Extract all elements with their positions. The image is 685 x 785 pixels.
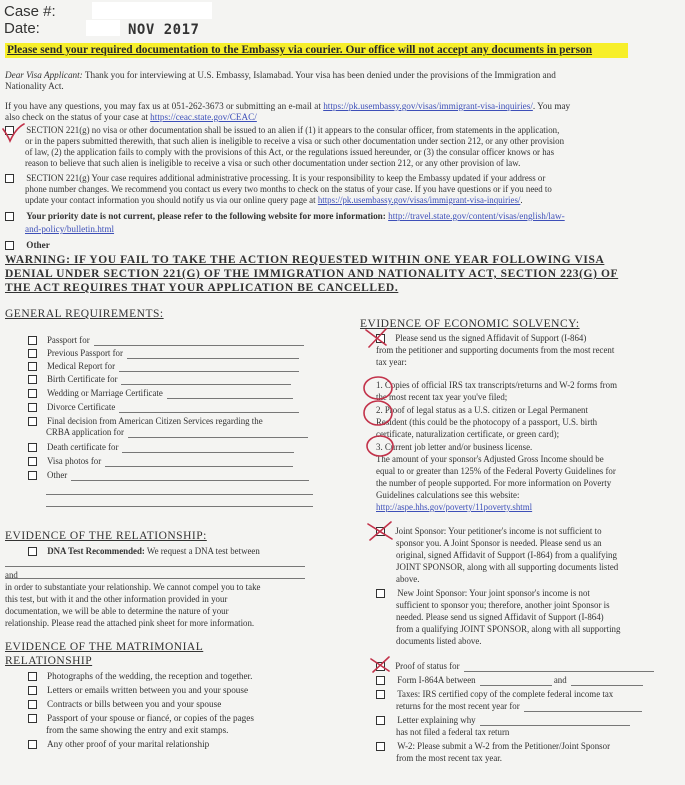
section-ineligible — [5, 125, 559, 136]
item-label: Please send us the signed Affidavit of Support (I-864) — [395, 333, 587, 343]
w2-item-cont: from the most recent tax year. — [396, 753, 502, 763]
section-line: SECTION 221(g) Your case requires additional administrative processing. It is your responsibility to keep the Embassy updated if your address or — [26, 173, 546, 183]
item-label: Letter explaining why — [397, 715, 476, 725]
item-label: Passport for — [47, 335, 90, 345]
item-label: Birth Certificate for — [47, 374, 118, 384]
visa-bulletin-link-cont[interactable] — [25, 224, 114, 235]
list-item — [28, 442, 294, 453]
list-item — [28, 456, 293, 467]
warning-line-1: WARNING: IF YOU FAIL TO TAKE THE ACTION REQUESTED WITHIN ONE YEAR FOLLOWING VISA — [5, 254, 605, 266]
list-item — [28, 699, 221, 710]
online-query-link[interactable]: https://pk.usembassy.gov/visas/immigrant-visa-inquiries/ — [317, 195, 521, 205]
photos-checkbox[interactable] — [28, 672, 37, 681]
list-item — [28, 361, 299, 372]
other-req-checkbox[interactable] — [28, 471, 37, 480]
status-line — [5, 112, 257, 123]
marriage-cert-checkbox[interactable] — [28, 389, 37, 398]
item-label: Divorce Certificate — [47, 402, 116, 412]
relationship-para: documentation, we will be able to determine the nature of your — [5, 606, 229, 616]
relationship-para: relationship. Please read the attached pink sheet for more information. — [5, 618, 255, 628]
section-line — [25, 195, 523, 206]
item-label: Joint Sponsor: Your petitioner's income is not sufficient to — [395, 526, 602, 536]
letter-item — [376, 715, 630, 726]
other-label: Other — [26, 240, 50, 250]
fill-line[interactable] — [480, 716, 630, 726]
letter-checkbox[interactable] — [376, 716, 385, 725]
poverty-line: The amount of your sponsor's Adjusted Gross Income should be — [376, 454, 604, 464]
item-label: Other — [47, 470, 68, 480]
list-item — [28, 671, 252, 682]
contracts-checkbox[interactable] — [28, 700, 37, 709]
status-text: also check on the status of your case at — [5, 112, 151, 122]
taxes-item — [376, 689, 613, 700]
intro-line — [5, 70, 556, 81]
poverty-line: the number of people supported. For more information on Poverty — [376, 478, 612, 488]
list-item — [28, 470, 309, 481]
and-label: and — [5, 570, 18, 580]
item-label: Any other proof of your marital relationship — [47, 739, 210, 749]
item-label: Medical Report for — [47, 361, 116, 371]
spouse-passport-checkbox[interactable] — [28, 714, 37, 723]
list-item — [28, 685, 248, 696]
new-joint-line: needed. Please send us signed Affidavit of Support (I-864) — [396, 612, 604, 622]
section-line: SECTION 221(g) no visa or other documentation shall be issued to an alien if (1) it appears to the consular officer, from statements in the application, — [26, 125, 560, 135]
list-item — [28, 374, 291, 385]
fill-line[interactable] — [121, 375, 291, 385]
other-checkbox[interactable] — [5, 241, 14, 250]
fill-line[interactable] — [480, 676, 552, 686]
prev-passport-checkbox[interactable] — [28, 349, 37, 358]
date-label: Date: — [4, 20, 40, 37]
poverty-link-row — [376, 502, 532, 513]
relationship-para: this test, but with it and the other information provided in your — [5, 594, 228, 604]
poverty-guidelines-link[interactable]: http://aspe.hhs.gov/poverty/11poverty.shtml — [376, 502, 533, 512]
list-item — [28, 388, 293, 399]
section-line: of law, (2) the application fails to comply with the provisions of this Act, or the regulations issued hereunder, or (3) the consular officer knows or has — [25, 147, 555, 157]
fill-line[interactable] — [571, 676, 643, 686]
visa-photos-checkbox[interactable] — [28, 457, 37, 466]
list-item-cont: from the same showing the entry and exit stamps. — [46, 725, 229, 735]
section-text-end: . — [520, 195, 523, 205]
birth-cert-checkbox[interactable] — [28, 375, 37, 384]
relationship-para: in order to substantiate your relationship. We cannot compel you to take — [5, 582, 261, 592]
item-label: Previous Passport for — [47, 348, 123, 358]
fill-line[interactable] — [119, 403, 299, 413]
fill-line[interactable] — [128, 428, 308, 438]
numbered-item-cont: the most recent tax year you've filed; — [376, 392, 508, 402]
intro-text: Thank you for interviewing at U.S. Embassy, Islamabad. Your visa has been denied under the provisions of the Immigration and — [84, 70, 556, 80]
redaction-box — [86, 20, 120, 36]
other-proof-checkbox[interactable] — [28, 740, 37, 749]
new-joint-sponsor-checkbox[interactable] — [376, 589, 385, 598]
w2-checkbox[interactable] — [376, 742, 385, 751]
letter-item-cont: has not filed a federal tax return — [396, 727, 510, 737]
section-admin-processing — [5, 173, 545, 184]
form-i864a-item — [376, 675, 643, 686]
list-item — [28, 335, 304, 346]
contact-line — [5, 101, 570, 112]
proof-status-checkbox[interactable] — [376, 662, 385, 671]
new-joint-line: sufficient to sponsor you; therefore, another joint Sponsor is — [396, 600, 610, 610]
matrimonial-title-2: RELATIONSHIP — [5, 655, 93, 667]
contact-text: If you have any questions, you may fax us at 051-262-3673 or submitting an e-mail at — [5, 101, 324, 111]
fill-line[interactable] — [5, 566, 305, 567]
item-label: Contracts or bills between you and your spouse — [47, 699, 222, 709]
dna-item — [28, 546, 260, 557]
section-line: or in the papers submitted therewith, that such alien is ineligible to receive a visa or such other documentation under section 212, or any other provision — [25, 136, 565, 146]
affidavit-checkbox[interactable] — [376, 334, 385, 343]
taxes-checkbox[interactable] — [376, 690, 385, 699]
list-item-cont — [46, 427, 308, 438]
item-label: Passport of your spouse or fiancé, or copies of the pages — [47, 713, 254, 723]
item-label: CRBA application for — [46, 427, 124, 437]
fill-line[interactable] — [464, 662, 654, 672]
item-label: New Joint Sponsor: Your joint sponsor's income is not — [397, 588, 590, 598]
admin-processing-checkbox[interactable] — [5, 174, 14, 183]
case-number-label: Case #: — [4, 3, 56, 20]
joint-line: above. — [396, 574, 420, 584]
section-line: phone number changes. We recommend you contact us every two months to check on the status of your case. If you have questions or if you need to — [25, 184, 552, 194]
joint-sponsor-item — [376, 526, 602, 537]
item-label: Wedding or Marriage Certificate — [47, 388, 163, 398]
section-text: update your contact information you should notify us via our online query page at — [25, 195, 318, 205]
new-joint-line: documents listed above. — [396, 636, 482, 646]
letters-checkbox[interactable] — [28, 686, 37, 695]
section-line: reason to believe that such alien is ineligible to receive a visa or such other documentation under section 212, or any other provision of law. — [25, 158, 521, 168]
affidavit-line: tax year: — [376, 357, 407, 367]
affidavit-line: from the petitioner and supporting documents from the most recent — [376, 345, 615, 355]
numbered-item: 1. Copies of official IRS tax transcripts/returns and W-2 forms from — [376, 380, 617, 390]
list-item — [28, 402, 299, 413]
priority-text: Your priority date is not current, please refer to the following website for more information: — [26, 211, 389, 221]
joint-line: JOINT SPONSOR, along with all supporting documents listed — [396, 562, 619, 572]
taxes-item-cont — [396, 701, 642, 712]
new-joint-sponsor-item — [376, 588, 590, 599]
joint-line: original, signed Affidavit of Support (I-864) from a qualifying — [396, 550, 617, 560]
item-label: W-2: Please submit a W-2 from the Petitioner/Joint Sponsor — [397, 741, 611, 751]
list-item — [28, 416, 263, 427]
list-item — [28, 739, 209, 750]
item-label: Death certificate for — [47, 442, 119, 452]
fill-line[interactable] — [122, 443, 294, 453]
w2-item — [376, 741, 610, 752]
priority-date-checkbox[interactable] — [5, 212, 14, 221]
inquiry-link[interactable]: https://pk.usembassy.gov/visas/immigrant-visa-inquiries/ — [323, 101, 533, 111]
numbered-item: 3. Current job letter and/or business license. — [376, 442, 533, 452]
passport-checkbox[interactable] — [28, 336, 37, 345]
relationship-title: EVIDENCE OF THE RELATIONSHIP: — [5, 530, 207, 542]
fill-line[interactable] — [71, 471, 309, 481]
other-item — [5, 240, 50, 251]
item-label: returns for the most recent year for — [396, 701, 520, 711]
list-item — [28, 348, 299, 359]
fill-line[interactable] — [5, 578, 305, 579]
item-label: Letters or emails written between you and your spouse — [47, 685, 249, 695]
divorce-cert-checkbox[interactable] — [28, 403, 37, 412]
item-label: Photographs of the wedding, the reception and together. — [47, 671, 253, 681]
poverty-line: equal to or greater than 125% of the Federal Poverty Guidelines for — [376, 466, 616, 476]
acs-decision-checkbox[interactable] — [28, 417, 37, 426]
section-ineligible-checkbox[interactable] — [5, 126, 14, 135]
economic-title: EVIDENCE OF ECONOMIC SOLVENCY: — [360, 318, 580, 330]
date-stamp: NOV 2017 — [128, 22, 200, 38]
redaction-box — [92, 2, 212, 19]
numbered-item-cont: Resident (this could be the photocopy of a passport, U.S. birth — [376, 417, 598, 427]
medical-checkbox[interactable] — [28, 362, 37, 371]
affidavit-item — [376, 333, 586, 344]
death-cert-checkbox[interactable] — [28, 443, 37, 452]
fill-line[interactable] — [94, 336, 304, 346]
joint-sponsor-checkbox[interactable] — [376, 527, 385, 536]
visa-bulletin-link[interactable]: http://travel.state.gov/content/visas/english/law- — [388, 211, 565, 221]
dna-text: We request a DNA test between — [144, 546, 260, 556]
numbered-item: 2. Proof of legal status as a U.S. citizen or Legal Permanent — [376, 405, 588, 415]
contact-text-end: . You may — [532, 101, 571, 111]
matrimonial-title-1: EVIDENCE OF THE MATRIMONIAL — [5, 641, 204, 653]
joint-line: sponsor you. A Joint Sponsor is needed. Please send us an — [396, 538, 602, 548]
intro-line-2: Nationality Act. — [5, 81, 64, 91]
fill-line[interactable] — [524, 702, 642, 712]
courier-notice-banner: Please send your required documentation to the Embassy via courier. Our office will not accept any documents in person — [5, 43, 628, 58]
proof-status-item — [376, 661, 654, 672]
form-i864a-checkbox[interactable] — [376, 676, 385, 685]
item-label: Final decision from American Citizen Services regarding the — [47, 416, 263, 426]
priority-date-item — [5, 211, 565, 222]
ceac-link[interactable]: https://ceac.state.gov/CEAC/ — [150, 112, 257, 122]
item-label: Taxes: IRS certified copy of the complete federal income tax — [397, 689, 614, 699]
fill-line[interactable] — [119, 362, 299, 372]
dna-label: DNA Test Recommended: — [47, 546, 145, 556]
poverty-line: Guidelines calculations see this website: — [376, 490, 520, 500]
new-joint-line: from a qualifying JOINT SPONSOR, along with all supporting — [396, 624, 621, 634]
fill-line[interactable] — [46, 494, 313, 495]
general-requirements-title: GENERAL REQUIREMENTS: — [5, 308, 164, 320]
item-label: Visa photos for — [47, 456, 102, 466]
list-item — [28, 713, 254, 724]
fill-line[interactable] — [46, 506, 313, 507]
dna-checkbox[interactable] — [28, 547, 37, 556]
numbered-item-cont: certificate, naturalization certificate, or green card); — [376, 429, 560, 439]
and-label: and — [553, 675, 567, 685]
warning-line-3: THE ACT REQUIRES THAT YOUR APPLICATION BE CANCELLED. — [5, 282, 399, 294]
item-label: Form I-864A between — [397, 675, 476, 685]
fill-line[interactable] — [127, 349, 299, 359]
salutation: Dear Visa Applicant: — [5, 70, 83, 80]
fill-line[interactable] — [167, 389, 293, 399]
warning-line-2: DENIAL UNDER SECTION 221(G) OF THE IMMIGRATION AND NATIONALITY ACT, SECTION 223(G) OF — [5, 268, 619, 280]
item-label: Proof of status for — [395, 661, 460, 671]
visa-bulletin-link-part[interactable]: and-policy/bulletin.html — [25, 224, 115, 234]
fill-line[interactable] — [105, 457, 293, 467]
